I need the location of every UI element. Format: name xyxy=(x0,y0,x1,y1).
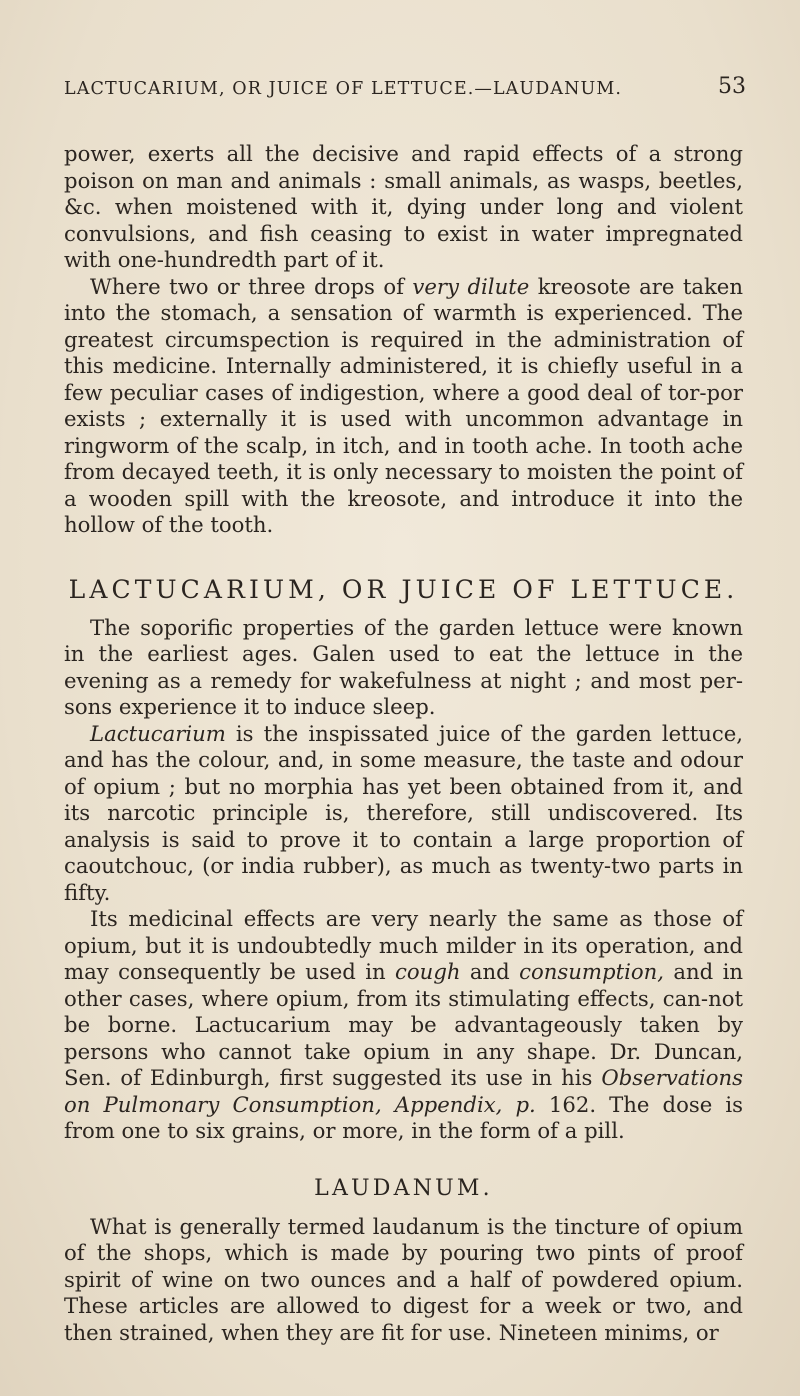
lactucarium-p3-emphasis-reference: Observations on Pulmonary Consumption, Appendix, p. xyxy=(64,1065,743,1117)
lactucarium-p3-text-d: 162. The dose is from one to six grains, or more, in the form of a pill. xyxy=(64,1091,744,1143)
intro-paragraph-2 xyxy=(64,274,743,539)
lactucarium-p3-emphasis-consumption: consumption, xyxy=(519,959,664,984)
lactucarium-p2-text: is the inspissated juice of the garden lettuce, and has the colour, and, in some measure, the taste and odour of opium ; but no morphia has yet been obtained from it, and its narcotic principle is, therefore, still undiscovered. Its analysis is said to prove it to contain a large proportion of caoutchouc, (or india rubber), as much as twenty-two parts in fifty. xyxy=(64,720,743,905)
section-heading-lactucarium: LACTUCARIUM, OR JUICE OF LETTUCE. xyxy=(68,574,739,604)
lactucarium-p2-emphasis: Lactucarium xyxy=(90,720,226,746)
lactucarium-paragraph-2 xyxy=(64,721,743,907)
intro-p2-text-b: kreosote are taken into the stomach, a sensation of warmth is experienced. The greatest circumspection is required in the administration of this medicine. Internally administered, it is chiefly useful in a few peculiar cases of indigestion, where a good deal of tor-por exists ; externally it is used with uncommon advantage in ringworm of the scalp, in itch, and in tooth ache. In tooth ache from decayed teeth, it is only necessary to moisten the point of a wooden spill with the kreosote, and introduce it into the hollow of the tooth. xyxy=(64,273,743,537)
intro-p2-emphasis: very dilute xyxy=(412,273,530,299)
page-number: 53 xyxy=(718,74,746,99)
lactucarium-p3-text-c: and in other cases, where opium, from its stimulating effects, can-not be borne. Lactucarium may be advantageously taken by persons who cannot take opium in any shape. Dr. Duncan, Sen. of Edinburgh, first suggested its use in his xyxy=(64,959,744,1090)
intro-paragraph-1: power, exerts all the decisive and rapid effects of a strong poison on man and animals : small animals, as wasps, beetles, &c. when moistened with it, dying under long and violent convulsions, and fish ceasing to exist in water impregnated with one-hundredth part of it. xyxy=(64,141,743,272)
lactucarium-p3-text-b: and xyxy=(460,959,520,984)
running-head: LACTUCARIUM, OR JUICE OF LETTUCE.—LAUDANUM. xyxy=(64,79,623,99)
lactucarium-p3-emphasis-cough: cough xyxy=(395,959,461,984)
section-heading-laudanum: LAUDANUM. xyxy=(314,1175,493,1201)
lactucarium-paragraph-1: The soporific properties of the garden lettuce were known in the earliest ages. Galen used to eat the lettuce in the evening as a remedy for wakefulness at night ; and most per-sons experience it to induce sleep. xyxy=(64,614,743,719)
lactucarium-p3-text-a: Its medicinal effects are very nearly the same as those of opium, but it is undoubtedly much milder in its operation, and may consequently be used in xyxy=(64,906,743,984)
intro-p2-text-a: Where two or three drops of xyxy=(90,273,413,299)
lactucarium-paragraph-3 xyxy=(64,906,743,1145)
page-body xyxy=(64,141,743,1346)
laudanum-paragraph-1: What is generally termed laudanum is the tincture of opium of the shops, which is made by pouring two pints of proof spirit of wine on two ounces and a half of powdered opium. These articles are allowed to digest for a week or two, and then strained, when they are fit for use. Nineteen minims, or xyxy=(64,1213,743,1345)
